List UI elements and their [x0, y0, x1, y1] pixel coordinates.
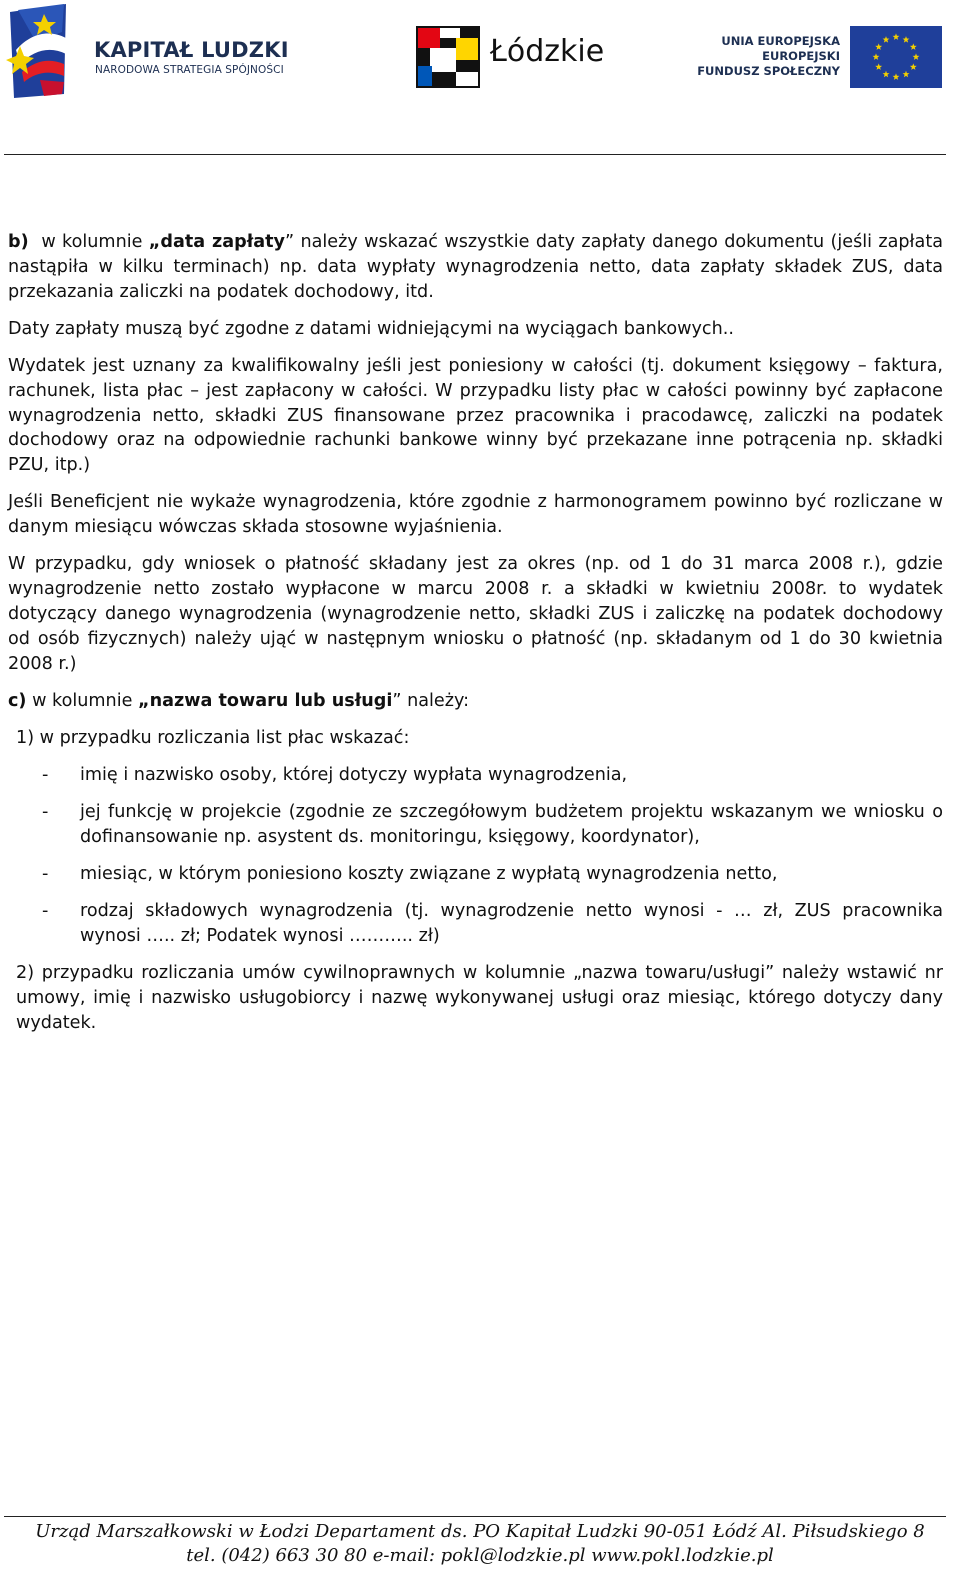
kapital-ludzki-logo	[6, 2, 306, 102]
list-item-text: rodzaj składowych wynagrodzenia (tj. wynagrodzenie netto wynosi - … zł, ZUS pracownika wynosi ….. zł; Podatek wynosi ……….. zł)	[80, 901, 943, 947]
section-c-text-2: ” należy:	[392, 690, 470, 711]
footer-address: Urząd Marszałkowski w Łodzi Departament ds. PO Kapitał Ludzki 90-051 Łódź Al. Piłsudskiego 8	[35, 1521, 925, 1542]
section-b-text-1: w kolumnie	[41, 232, 149, 252]
paragraph-w-przypadku: W przypadku, gdy wniosek o płatność składany jest za okres (np. od 1 do 31 marca 2008 r.), gdzie wynagrodzenie netto zostało wypłacone w marcu 2008 r. a składki w kwietniu 2008r. to wydatek dotyczący danego wynagrodzenia (wynagrodzenie netto, składki ZUS i zaliczkę na podatek dochodowy od osób fizycznych) należy ująć w następnym wniosku o płatność (np. składanym od 1 do 30 kwietnia 2008 r.)	[8, 554, 943, 674]
paragraph-daty: Daty zapłaty muszą być zgodne z datami widniejącymi na wyciągach bankowych..	[8, 318, 734, 339]
kapital-ludzki-emblem-icon	[6, 2, 88, 102]
lodzkie-emblem-icon	[416, 26, 480, 88]
section-b-label: b)	[8, 232, 29, 252]
list-item-text: miesiąc, w którym poniesiono koszty związane z wypłatą wynagrodzenia netto,	[80, 864, 778, 885]
section-b-quote-open: „	[148, 232, 161, 252]
list-item	[8, 862, 943, 887]
section-c-column-name: nazwa towaru lub usługi	[149, 690, 393, 711]
list-item-text: imię i nazwisko osoby, której dotyczy wypłata wynagrodzenia,	[80, 765, 628, 786]
kapital-ludzki-title: KAPITAŁ LUDZKI	[94, 38, 289, 62]
section-b-column-name: data zapłaty	[160, 232, 285, 252]
footer-contact: tel. (042) 663 30 80 e-mail: pokl@lodzkie.pl www.pokl.lodzkie.pl	[186, 1545, 774, 1566]
header-divider	[4, 154, 946, 155]
list-intro-1: 1) w przypadku rozliczania list płac wskazać:	[16, 727, 410, 748]
footer-divider	[4, 1516, 946, 1517]
eu-line-2: EUROPEJSKI	[762, 49, 840, 63]
list-dash: -	[42, 864, 49, 885]
lodzkie-logo	[416, 26, 616, 90]
eu-flag-icon	[850, 26, 942, 88]
section-c-quote-open: „	[138, 690, 150, 711]
page-header	[0, 0, 960, 110]
list-item-text: jej funkcję w projekcie (zgodnie ze szczegółowym budżetem projektu wskazanym we wniosku o dofinansowanie np. asystent ds. monitoringu, księgowy, koordynator),	[80, 802, 943, 848]
section-b-text-2: ” należy wskazać wszystkie daty zapłaty danego dokumentu (jeśli zapłata nastąpiła w kilku terminach) np. data wypłaty wynagrodzenia netto, data zapłaty składek ZUS, data przekazania zaliczki na podatek dochodowy, itd.	[8, 232, 943, 302]
eu-efs-logo	[697, 26, 948, 92]
eu-line-1: UNIA EUROPEJSKA	[721, 34, 840, 48]
list-item	[8, 800, 943, 850]
eu-efs-text	[697, 34, 840, 79]
list-item-2: 2) przypadku rozliczania umów cywilnoprawnych w kolumnie „nazwa towaru/usługi” należy wstawić nr umowy, imię i nazwisko usługobiorcy i nazwę wykonywanej usługi oraz miesiąc, którego dotyczy dany wydatek.	[16, 963, 943, 1034]
section-c-text-1: w kolumnie	[26, 690, 139, 711]
list-dash: -	[42, 901, 49, 922]
paragraph-wydatek: Wydatek jest uznany za kwalifikowalny jeśli jest poniesiony w całości (tj. dokument księgowy – faktura, rachunek, lista płac – jest zapłacony w całości. W przypadku listy płac w całości powinny być zapłacone wynagrodzenia netto, składki ZUS finansowane przez pracownika i pracodawcę, zaliczki na podatek dochodowy oraz na odpowiednie rachunki bankowe winny być przekazane inne potrącenia np. składki PZU, itp.)	[8, 355, 943, 476]
document-body	[8, 230, 943, 1048]
page-footer	[0, 1520, 960, 1568]
list-dash: -	[42, 802, 49, 823]
paragraph-jesli: Jeśli Beneficjent nie wykaże wynagrodzenia, które zgodnie z harmonogramem powinno być rozliczane w danym miesiącu wówczas składa stosowne wyjaśnienia.	[8, 492, 943, 538]
eu-line-3: FUNDUSZ SPOŁECZNY	[697, 64, 840, 78]
section-c-label: c)	[8, 690, 27, 711]
list-item	[8, 899, 943, 949]
section-b	[8, 230, 943, 304]
lodzkie-wordmark: Łódzkie	[490, 34, 605, 69]
list-dash: -	[42, 765, 49, 786]
list-item	[8, 763, 943, 788]
section-c	[8, 689, 943, 714]
kapital-ludzki-subtitle: NARODOWA STRATEGIA SPÓJNOŚCI	[95, 64, 284, 76]
